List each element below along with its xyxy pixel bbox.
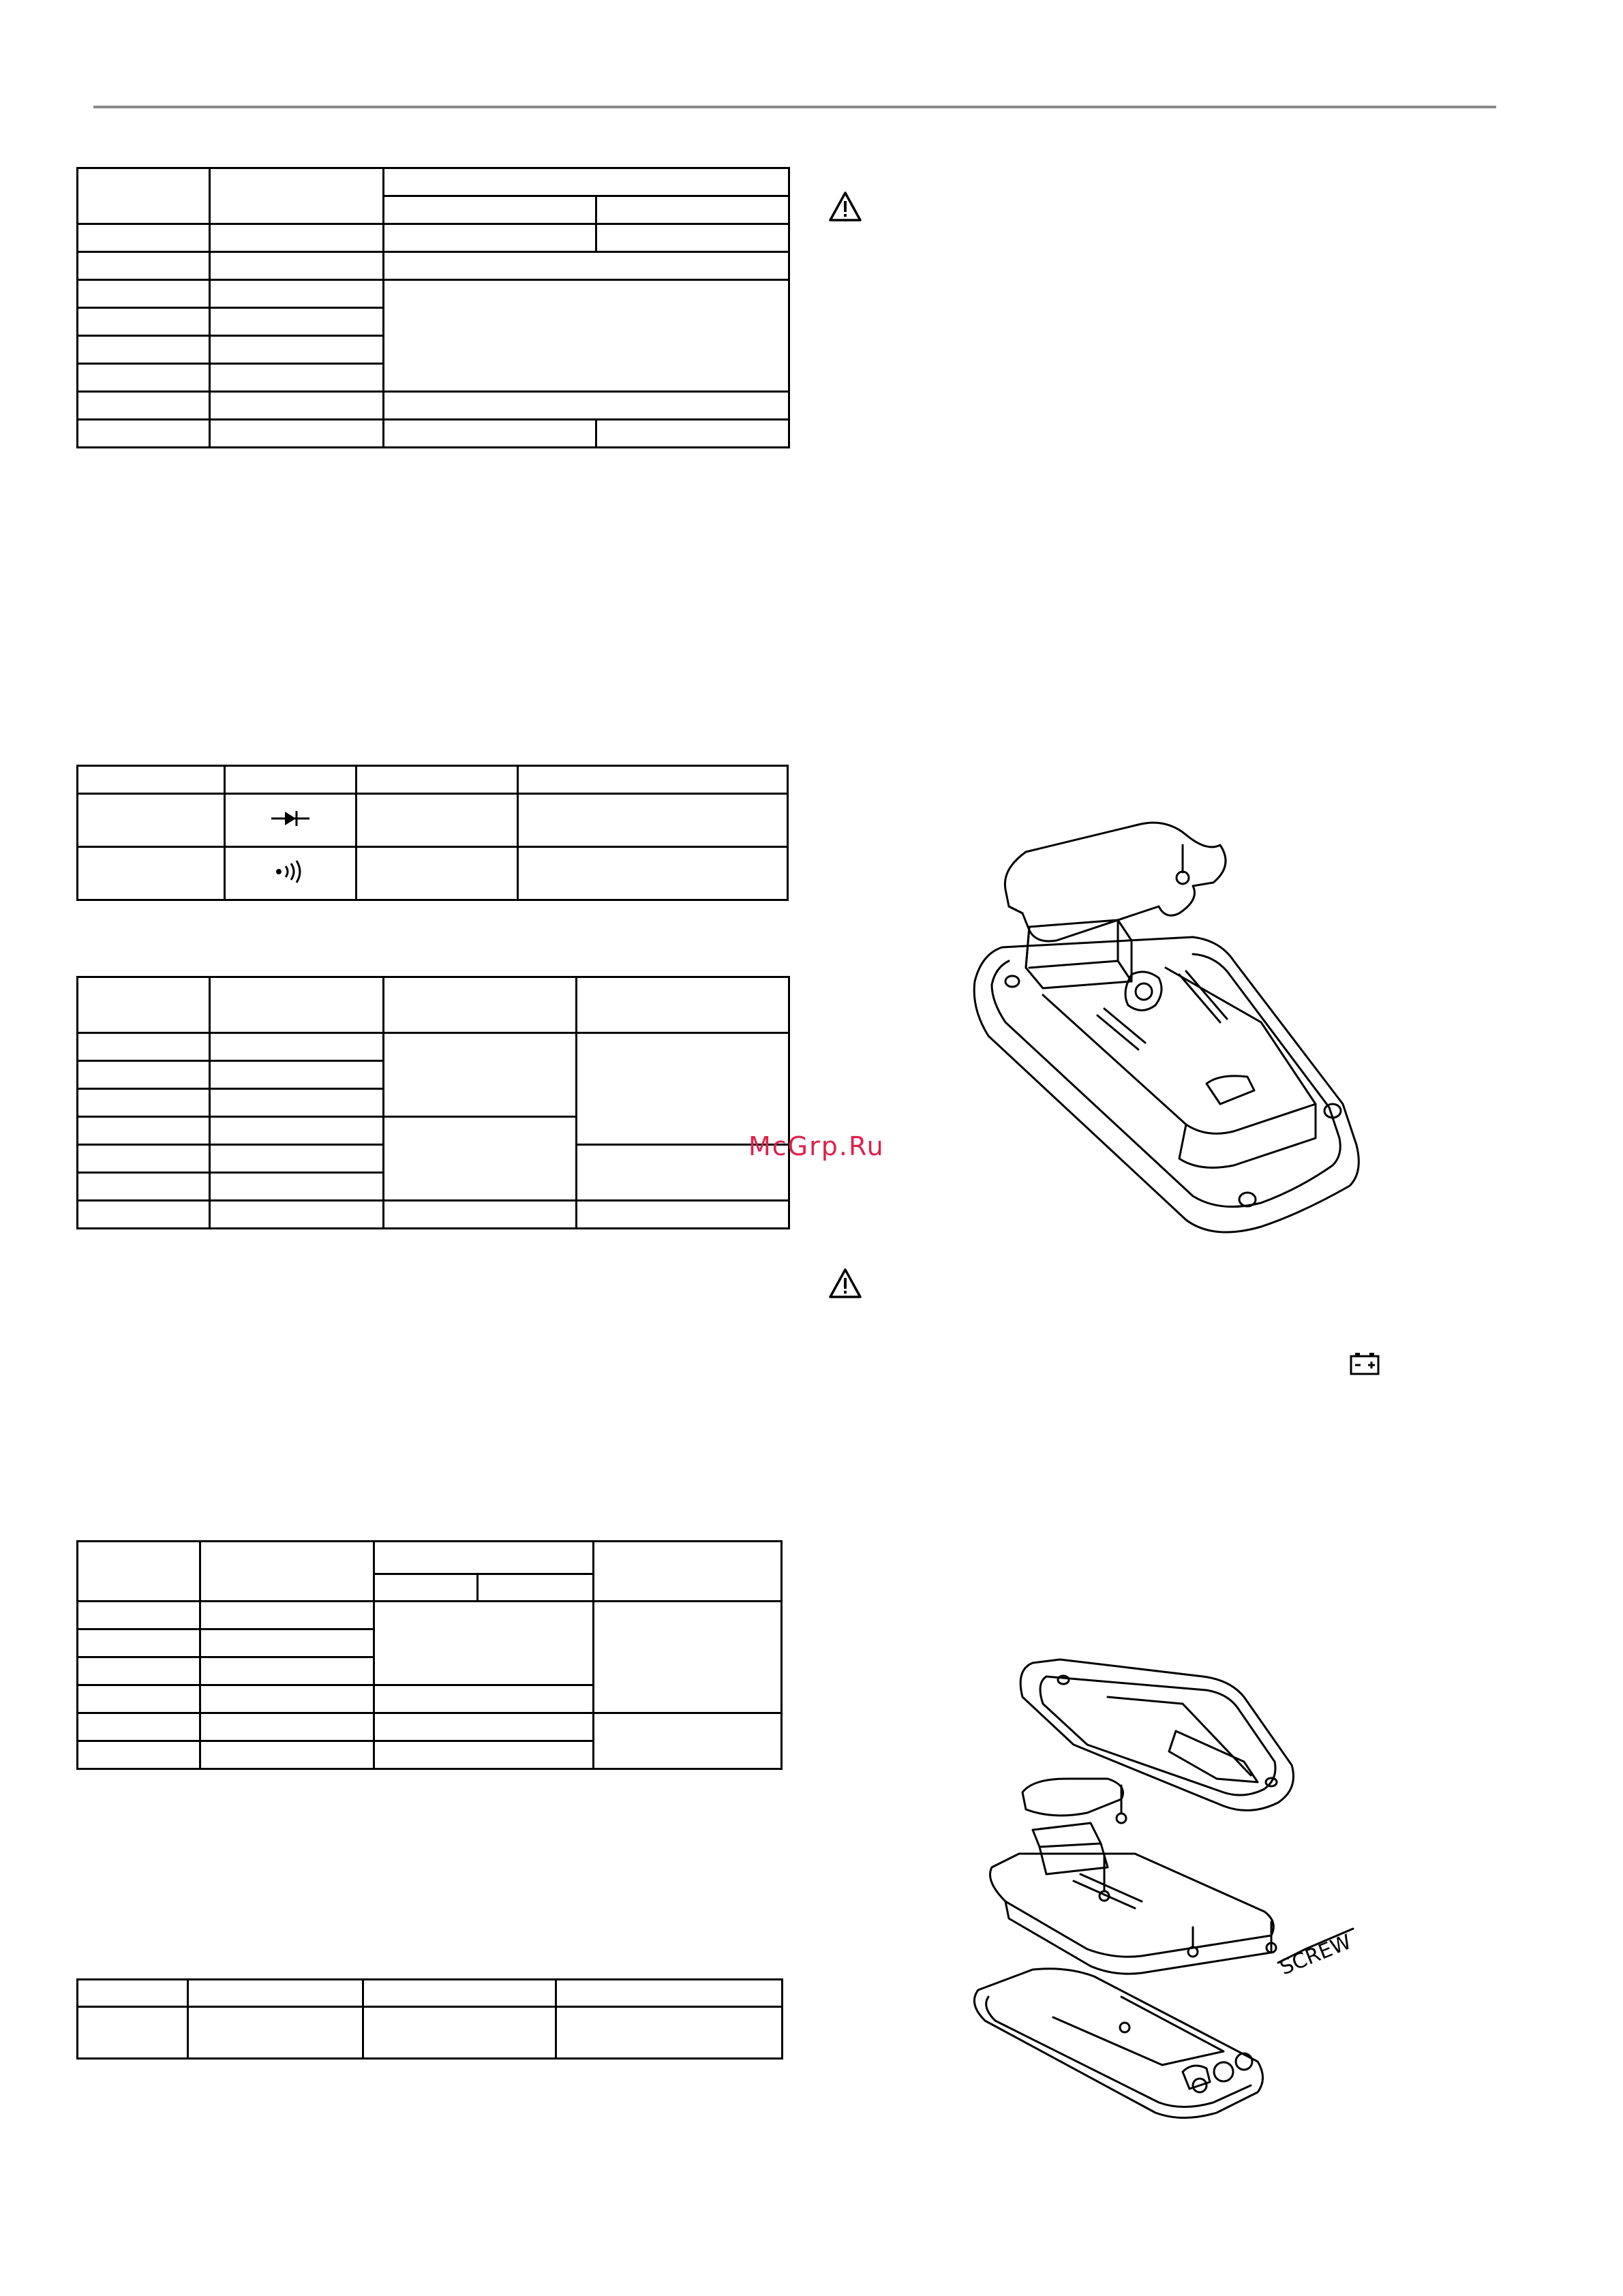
spec-table-3 <box>76 976 790 1229</box>
exploded-case-drawing <box>958 1649 1380 2119</box>
battery-compartment-drawing <box>961 804 1384 1240</box>
warning-triangle-icon <box>828 1268 862 1299</box>
watermark: McGrp.Ru <box>748 1131 885 1161</box>
buzzer-icon <box>273 860 307 883</box>
spec-table-4 <box>76 1540 783 1770</box>
spec-table-2 <box>76 765 789 901</box>
spec-table-1 <box>76 167 790 448</box>
warning-triangle-icon <box>828 191 862 222</box>
diode-icon <box>270 808 311 829</box>
battery-icon <box>1350 1352 1380 1375</box>
spec-table-5 <box>76 1978 783 2060</box>
header-rule <box>93 106 1496 108</box>
screw-label: SCREW <box>1276 1929 1355 1980</box>
